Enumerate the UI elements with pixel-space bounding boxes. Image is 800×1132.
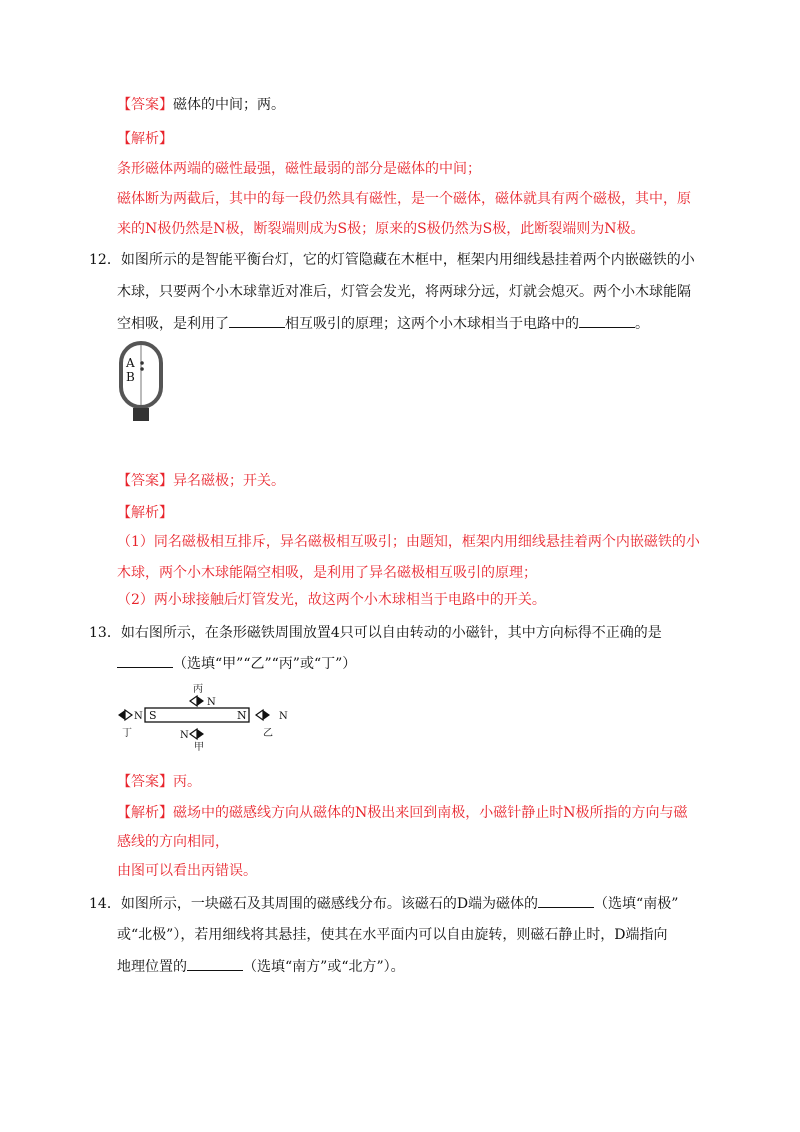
q14-text-d: （选填“南方”或“北方”）。 bbox=[243, 959, 405, 975]
answer-text: 异名磁极；开关。 bbox=[173, 473, 285, 489]
q12-analysis-line-1: （1）同名磁极相互排斥，异名磁极相互吸引；由题知，框架内用细线悬挂着两个内嵌磁铁的小 bbox=[117, 534, 700, 550]
answer-tag: 【答案】 bbox=[117, 774, 173, 790]
label-n-bottom: N bbox=[180, 730, 189, 741]
q12-analysis-line-2: 木球，两个小木球能隔空相吸，是利用了异名磁极相互吸引的原理； bbox=[117, 565, 537, 581]
q12-stem-line-1: 12．如图所示的是智能平衡台灯，它的灯管隐藏在木框中，框架内用细线悬挂着两个内嵌磁铁的小 bbox=[89, 252, 695, 268]
label-bing: 丙 bbox=[193, 684, 203, 695]
q14-text-b: （选填“南极” bbox=[594, 896, 679, 912]
label-a: A bbox=[126, 356, 135, 370]
answer-text: 磁体的中间；两。 bbox=[173, 97, 285, 113]
q14-blank-1[interactable] bbox=[538, 893, 594, 908]
balance-lamp-figure bbox=[118, 340, 168, 425]
q14-stem-line-1 bbox=[89, 893, 678, 914]
answer-tag: 【答案】 bbox=[117, 473, 173, 489]
answer-text: 丙。 bbox=[173, 774, 201, 790]
q14-text-a: 14．如图所示，一块磁石及其周围的磁感线分布。该磁石的D端为磁体的 bbox=[89, 896, 539, 912]
q11-analysis-line-2: 磁体断为两截后，其中的每一段仍然具有磁性，是一个磁体，磁体就具有两个磁极，其中，原 bbox=[117, 191, 691, 207]
q13-text: （选填“甲”“乙”“丙”或“丁”） bbox=[173, 656, 357, 672]
q11-answer bbox=[117, 95, 285, 115]
q12-stem-line-2: 木球，只要两个小木球靠近对准后，灯管会发光，将两球分远，灯就会熄灭。两个小木球能隔 bbox=[117, 284, 691, 300]
magnet-s-label: S bbox=[149, 709, 157, 722]
q12-text-a: 空相吸，是利用了 bbox=[117, 316, 229, 332]
q13-answer bbox=[117, 772, 201, 792]
label-ding: 丁 bbox=[122, 728, 132, 739]
answer-tag: 【答案】 bbox=[117, 97, 173, 113]
q14-blank-2[interactable] bbox=[187, 956, 243, 971]
q12-blank-2[interactable] bbox=[579, 313, 635, 328]
bar-magnet-figure bbox=[112, 680, 302, 752]
q13-stem-line-2 bbox=[117, 653, 356, 674]
q11-analysis-tag: 【解析】 bbox=[117, 131, 173, 147]
q13-blank[interactable] bbox=[117, 653, 173, 668]
q12-stem-line-3 bbox=[117, 313, 649, 334]
q12-answer bbox=[117, 471, 285, 491]
label-yi: 乙 bbox=[263, 728, 273, 739]
q12-analysis-tag: 【解析】 bbox=[117, 505, 173, 521]
q13-stem-line-1: 13．如右图所示，在条形磁铁周围放置4只可以自由转动的小磁针，其中方向标得不正确的是 bbox=[89, 625, 662, 641]
label-n-right: N bbox=[279, 711, 288, 722]
analysis-tag: 【解析】 bbox=[117, 805, 173, 821]
q12-analysis-line-3: （2）两小球接触后灯管发光，故这两个小木球相当于电路中的开关。 bbox=[117, 592, 546, 608]
q14-text-c: 地理位置的 bbox=[117, 959, 187, 975]
q11-analysis-line-1: 条形磁体两端的磁性最强，磁性最弱的部分是磁体的中间； bbox=[117, 161, 481, 177]
label-jia: 甲 bbox=[194, 742, 204, 752]
q14-stem-line-3 bbox=[117, 956, 405, 977]
q11-analysis-line-3: 来的N极仍然是N极，断裂端则成为S极；原来的S极仍然为S极，此断裂端则为N极。 bbox=[117, 221, 645, 237]
q12-blank-1[interactable] bbox=[229, 313, 285, 328]
label-n-top: N bbox=[207, 697, 216, 708]
q13-analysis-line-2: 感线的方向相同， bbox=[117, 834, 229, 850]
q12-text-c: 。 bbox=[635, 316, 649, 332]
magnet-n-label: N bbox=[237, 709, 247, 722]
q13-analysis-line-1 bbox=[117, 803, 688, 823]
label-n-left: N bbox=[134, 711, 143, 722]
q12-text-b: 相互吸引的原理；这两个小木球相当于电路中的 bbox=[285, 316, 579, 332]
analysis-text: 磁场中的磁感线方向从磁体的N极出来回到南极，小磁针静止时N极所指的方向与磁 bbox=[173, 805, 688, 821]
q14-stem-line-2: 或“北极”），若用细线将其悬挂，使其在水平面内可以自由旋转，则磁石静止时，D端指向 bbox=[117, 927, 668, 943]
q13-analysis-line-3: 由图可以看出丙错误。 bbox=[117, 863, 257, 879]
label-b: B bbox=[126, 370, 135, 384]
